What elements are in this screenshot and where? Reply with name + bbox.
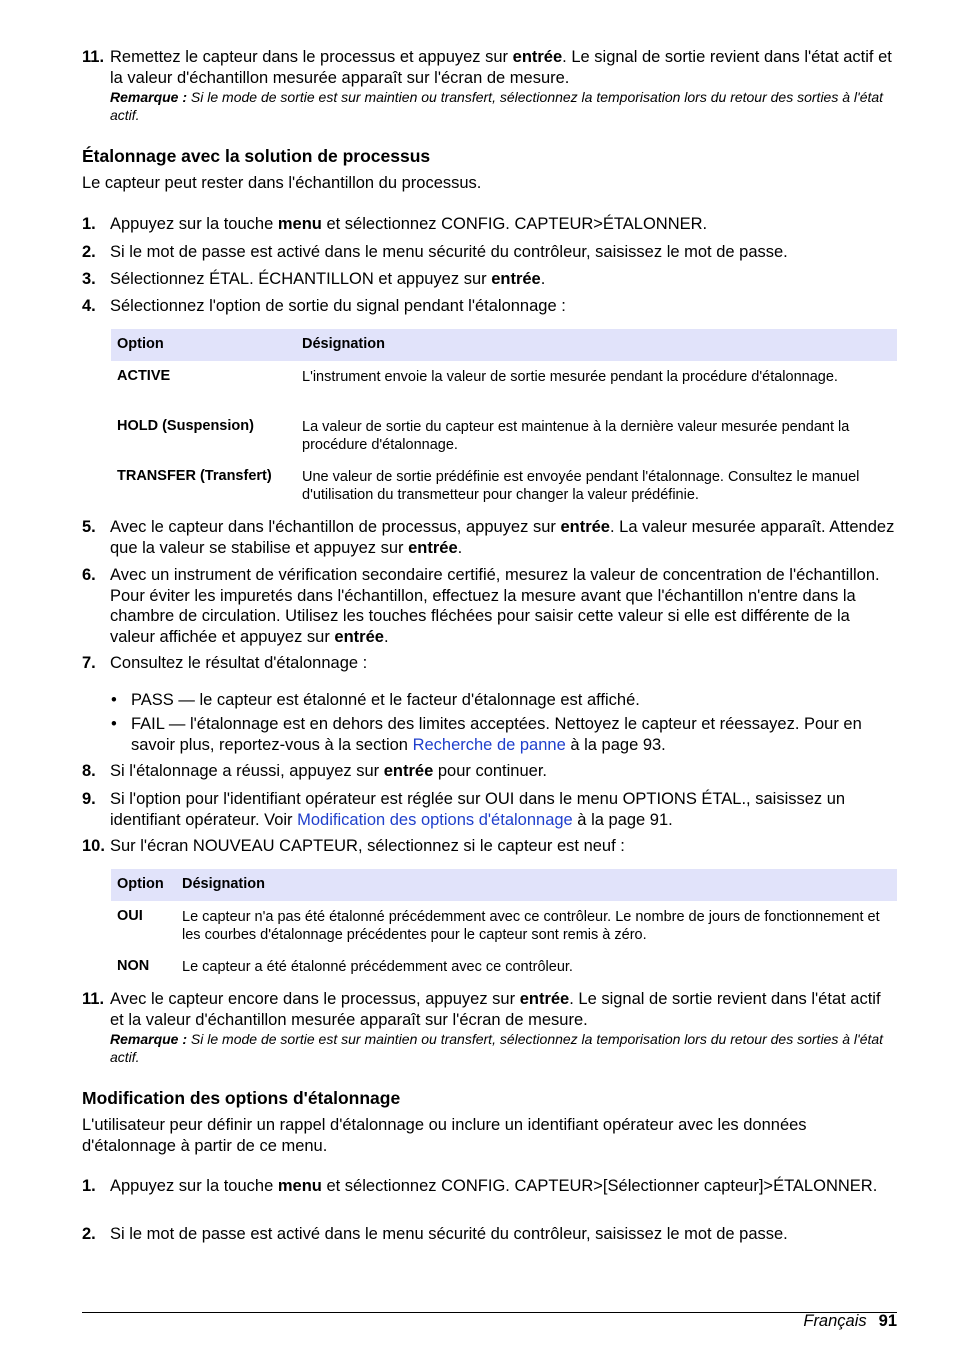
step-2 [82,242,897,263]
step-7 [82,653,897,674]
step-number: 3. [82,270,96,288]
header-option: Option [117,336,164,352]
bullet-text: FAIL — l'étalonnage est en dehors des limites acceptées. Nettoyez le capteur et réessayez. Pour en savoir plus, reportez-vous à la section [131,715,862,754]
step-number: 8. [82,762,96,780]
step-number: 10. [82,837,105,855]
bullet-text: PASS — le capteur est étalonné et le facteur d'étalonnage est affiché. [131,691,640,709]
step-text: Si le mot de passe est activé dans le menu sécurité du contrôleur, saisissez le mot de passe. [110,1225,788,1243]
row-desc: La valeur de sortie du capteur est maintenue à la dernière valeur mesurée pendant la procédure d'étalonnage. [302,419,850,453]
key-entree: entrée [512,48,563,66]
step-text: Sélectionnez l'option de sortie du signal pendant l'étalonnage : [110,297,566,315]
page-footer [803,1312,897,1331]
header-designation: Désignation [182,876,265,892]
step-text: Si l'option pour l'identifiant opérateur est réglée sur OUI dans le menu OPTIONS ÉTAL., saisissez un identifiant opérateur. Voir [110,790,846,829]
step-number: 6. [82,566,96,584]
step-6 [82,565,897,647]
step-10 [82,836,897,857]
step-number: 7. [82,654,96,672]
note-label: Remarque : [110,1031,188,1047]
key-entree: entrée [519,990,570,1008]
table-header [111,329,897,361]
step-number: 2. [82,1225,96,1243]
step-number: 1. [82,215,96,233]
row-option: ACTIVE [117,368,171,384]
step-3 [82,269,897,290]
link-recherche-de-panne[interactable]: Recherche de panne [412,735,566,754]
step-text: pour continuer. [433,762,548,780]
step-text: Sélectionnez ÉTAL. ÉCHANTILLON et appuyez sur [110,270,492,288]
output-option-table [111,329,897,511]
note [110,1030,897,1066]
header-designation: Désignation [302,336,385,352]
bullet-pass [111,690,901,711]
step-number: 1. [82,1177,96,1195]
step-text: Avec le capteur encore dans le processus, appuyez sur [110,990,520,1008]
section-heading-calibration-options: Modification des options d'étalonnage [82,1088,401,1108]
note-text: Si le mode de sortie est sur maintien ou transfert, sélectionnez la temporisation lors du retour des sorties à l'état actif. [110,1031,884,1065]
row-desc: Le capteur a été étalonné précédemment avec ce contrôleur. [182,959,573,975]
step-9 [82,789,897,830]
row-option: NON [117,958,150,974]
step-text: et sélectionnez CONFIG. CAPTEUR>[Sélectionner capteur]>ÉTALONNER. [321,1177,878,1195]
step-4 [82,296,897,317]
step-number: 2. [82,243,96,261]
key-entree: entrée [491,270,541,288]
row-desc: Une valeur de sortie prédéfinie est envoyée pendant l'étalonnage. Consultez le manuel d'utilisation du transmetteur pour changer la valeur prédéfinie. [302,469,860,503]
table-row [111,901,897,951]
step-text: à la page 91. [572,810,673,829]
footer-language: Français [803,1312,867,1330]
step-text: . [457,538,463,557]
table-header [111,869,897,901]
link-modification-options[interactable]: Modification des options d'étalonnage [297,810,573,829]
step-text: . [383,627,389,646]
step-11 [82,989,897,1066]
row-option: HOLD (Suspension) [117,418,254,434]
key-entree: entrée [408,538,458,557]
page-number: 91 [878,1312,897,1330]
step-text: Sur l'écran NOUVEAU CAPTEUR, sélectionnez si le capteur est neuf : [110,837,625,855]
table-row [111,951,897,991]
note [110,88,897,124]
step-number: 9. [82,790,96,808]
row-option: TRANSFER (Transfert) [117,468,272,484]
step-text: Si le mot de passe est activé dans le menu sécurité du contrôleur, saisissez le mot de passe. [110,243,788,261]
table-row [111,411,897,461]
footer-rule [82,1312,897,1313]
bullet-dot: • [111,715,117,733]
step-text: . Le signal de sortie revient dans l'état actif et la valeur d'échantillon mesurée apparaît sur l'écran de mesure. [110,990,881,1029]
key-entree: entrée [334,627,384,646]
section-intro: L'utilisateur peur définir un rappel d'étalonnage ou inclure un identifiant opérateur avec les données d'étalonnage à partir de ce menu. [82,1116,807,1155]
step-text: . [540,270,546,288]
step-number: 5. [82,518,96,536]
row-option: OUI [117,908,143,924]
step-text: Avec un instrument de vérification secondaire certifié, mesurez la valeur de concentration de l'échantillon. Pour éviter les impuretés dans l'échantillon, effectuez la mesure avant que l'échantillon n'entre dans la chambre de circulation. Utilisez les touches fléchées pour saisir cette valeur si elle est différente de la valeur affichée et appuyez sur [110,566,880,646]
step-text: . Le signal de sortie revient dans l'état actif et la valeur d'échantillon mesurée apparaît sur l'écran de mesure. [110,48,892,87]
bullet-dot: • [111,691,117,709]
top-step-11 [82,47,897,124]
section-intro: Le capteur peut rester dans l'échantillon du processus. [82,174,482,192]
step-1 [82,214,897,235]
step-5 [82,517,897,558]
step-text: Si l'étalonnage a réussi, appuyez sur [110,762,384,780]
row-desc: L'instrument envoie la valeur de sortie mesurée pendant la procédure d'étalonnage. [302,369,838,385]
row-desc: Le capteur n'a pas été étalonné précédemment avec ce contrôleur. Le nombre de jours de fonctionnement et les courbes d'étalonnage précédentes pour le capteur sont remis à zéro. [182,909,880,943]
key-entree: entrée [383,762,434,780]
step-text: . La valeur mesurée apparaît. Attendez que la valeur se stabilise et appuyez sur [110,518,895,557]
step-number: 4. [82,297,96,315]
table-row [111,361,897,411]
key-menu: menu [277,215,322,233]
step-text: et sélectionnez CONFIG. CAPTEUR>ÉTALONNER. [321,215,708,233]
step-text: Avec le capteur dans l'échantillon de processus, appuyez sur [110,518,561,536]
step-number: 11. [82,990,105,1008]
section-heading-calibration: Étalonnage avec la solution de processus [82,146,431,166]
step-text: Consultez le résultat d'étalonnage : [110,654,368,672]
bullet-fail [111,714,901,755]
table-row [111,461,897,511]
note-label: Remarque : [110,89,188,105]
step-text: Remettez le capteur dans le processus et appuyez sur [110,48,513,66]
key-entree: entrée [560,518,610,536]
step-number: 11. [82,48,105,66]
step-text: Appuyez sur la touche [110,215,278,233]
step-1 [82,1176,897,1197]
step-2 [82,1224,897,1245]
new-sensor-table [111,869,897,991]
key-menu: menu [277,1177,322,1195]
step-text: Appuyez sur la touche [110,1177,278,1195]
bullet-text: à la page 93. [565,735,666,754]
step-8 [82,761,897,782]
header-option: Option [117,876,164,892]
note-text: Si le mode de sortie est sur maintien ou transfert, sélectionnez la temporisation lors du retour des sorties à l'état actif. [110,89,884,123]
